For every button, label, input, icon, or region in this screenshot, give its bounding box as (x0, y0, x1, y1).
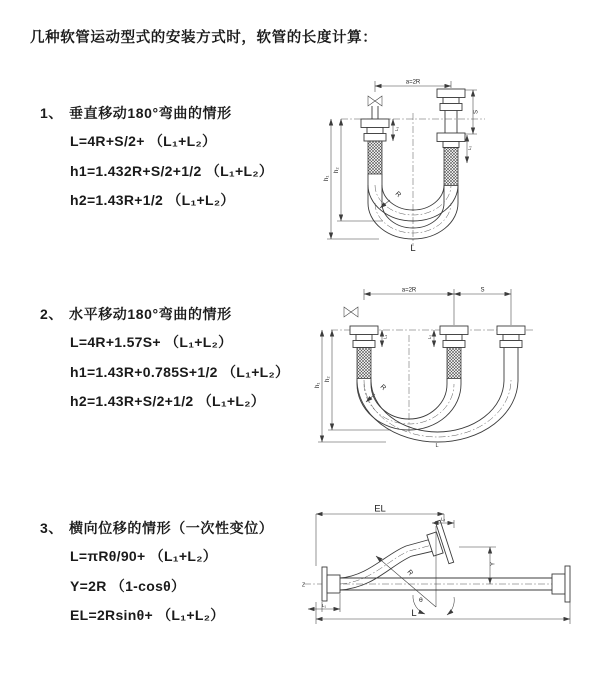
r-label: R (378, 383, 388, 392)
section-1 (40, 103, 273, 216)
section-2-title: 水平移动180°弯曲的情形 (69, 306, 232, 322)
formula-line: EL=2Rsinθ+ （L₁+L₂） (70, 607, 225, 623)
section-1-title: 垂直移动180°弯曲的情形 (69, 105, 232, 121)
l2-label: L₂ (440, 516, 446, 522)
formula-line: L=4R+1.57S+ （L₁+L₂） (70, 334, 233, 350)
l1-label: L₁ (382, 334, 388, 339)
dimension-l2 (467, 135, 472, 163)
left-flange (322, 567, 340, 601)
braided-hose-section (447, 348, 461, 379)
horizontal-180-bend-diagram (306, 280, 558, 462)
middle-fitting (440, 326, 468, 379)
section-3-formulas (70, 542, 273, 631)
formula-line: h1=1.432R+S/2+1/2 （L₁+L₂） (70, 162, 274, 179)
el-label: EL (374, 503, 386, 515)
formula-line: h2=1.43R+S/2+1/2 （L₁+L₂） (70, 393, 266, 409)
l-label: L (435, 443, 439, 449)
valve-icon (368, 96, 382, 119)
formula-line: h2=1.43R+1/2 （L₁+L₂） (70, 192, 235, 208)
page-title: 几种软管运动型式的安装方式时，软管的长度计算： (30, 30, 378, 46)
formula-line: h1=1.43R+0.785S+1/2 （L₁+L₂） (70, 363, 290, 380)
h1-label: h₁ (324, 175, 330, 181)
lateral-displacement-diagram (296, 502, 586, 647)
s-label: S (473, 109, 480, 114)
section-2 (40, 304, 289, 417)
l1-label: L₁ (394, 126, 399, 131)
section-1-heading (40, 103, 273, 123)
right-flange (552, 566, 570, 602)
r-label: R (393, 190, 403, 199)
dimension-l1 (393, 119, 399, 141)
section-2-number: 2、 (40, 306, 63, 322)
span-label: a=2R (401, 287, 417, 294)
y-label: Y (490, 561, 497, 566)
r-label: R (405, 568, 414, 578)
dimension-span (364, 288, 511, 326)
dimension-l1 (382, 330, 388, 347)
upper-flange (427, 520, 454, 563)
radius-callout (366, 383, 387, 402)
h1-label: h₁ (315, 382, 321, 388)
braided-hose-section (357, 348, 371, 379)
l2-label: L₂ (427, 334, 432, 339)
section-1-number: 1、 (40, 105, 63, 121)
l-label: L (411, 608, 417, 619)
formula-line: Y=2R （1-cosθ） (70, 577, 186, 594)
valve-icon (344, 307, 358, 317)
formula-line: L=πRθ/90+ （L₁+L₂） (70, 548, 218, 564)
section-2-heading (40, 304, 289, 324)
left-fitting (361, 119, 389, 174)
right-fitting (497, 326, 525, 380)
right-fitting-upper-position (437, 89, 465, 133)
left-fitting (350, 326, 378, 379)
hose-displaced-position (340, 538, 438, 590)
s-label: S (480, 287, 485, 294)
section-3-heading (40, 518, 273, 538)
braided-hose-section (444, 148, 458, 186)
dimension-l2 (427, 330, 434, 347)
theta-label: θ (419, 597, 423, 604)
dimension-s (465, 90, 480, 134)
section-3 (40, 518, 273, 631)
l-label: L (410, 243, 416, 254)
section-1-formulas (70, 127, 273, 216)
dimension-y (459, 547, 497, 584)
l2-label: L₂ (467, 145, 472, 150)
span-label: a=2R (405, 79, 421, 86)
dimension-el (316, 504, 444, 567)
vertical-180-bend-diagram (313, 73, 561, 256)
section-3-number: 3、 (40, 520, 63, 536)
section-2-formulas (70, 328, 289, 417)
h2-label: h₂ (325, 376, 331, 382)
h2-label: h₂ (334, 167, 340, 173)
braided-hose-section (368, 141, 382, 174)
l1-label: L₁ (321, 603, 327, 608)
dimension-l (316, 602, 570, 624)
section-3-title: 横向位移的情形（一次性变位） (69, 520, 274, 536)
right-fitting-lower-position (437, 133, 465, 186)
centerline-mark: Z (302, 582, 306, 589)
formula-line: L=4R+S/2+ （L₁+L₂） (70, 133, 217, 149)
